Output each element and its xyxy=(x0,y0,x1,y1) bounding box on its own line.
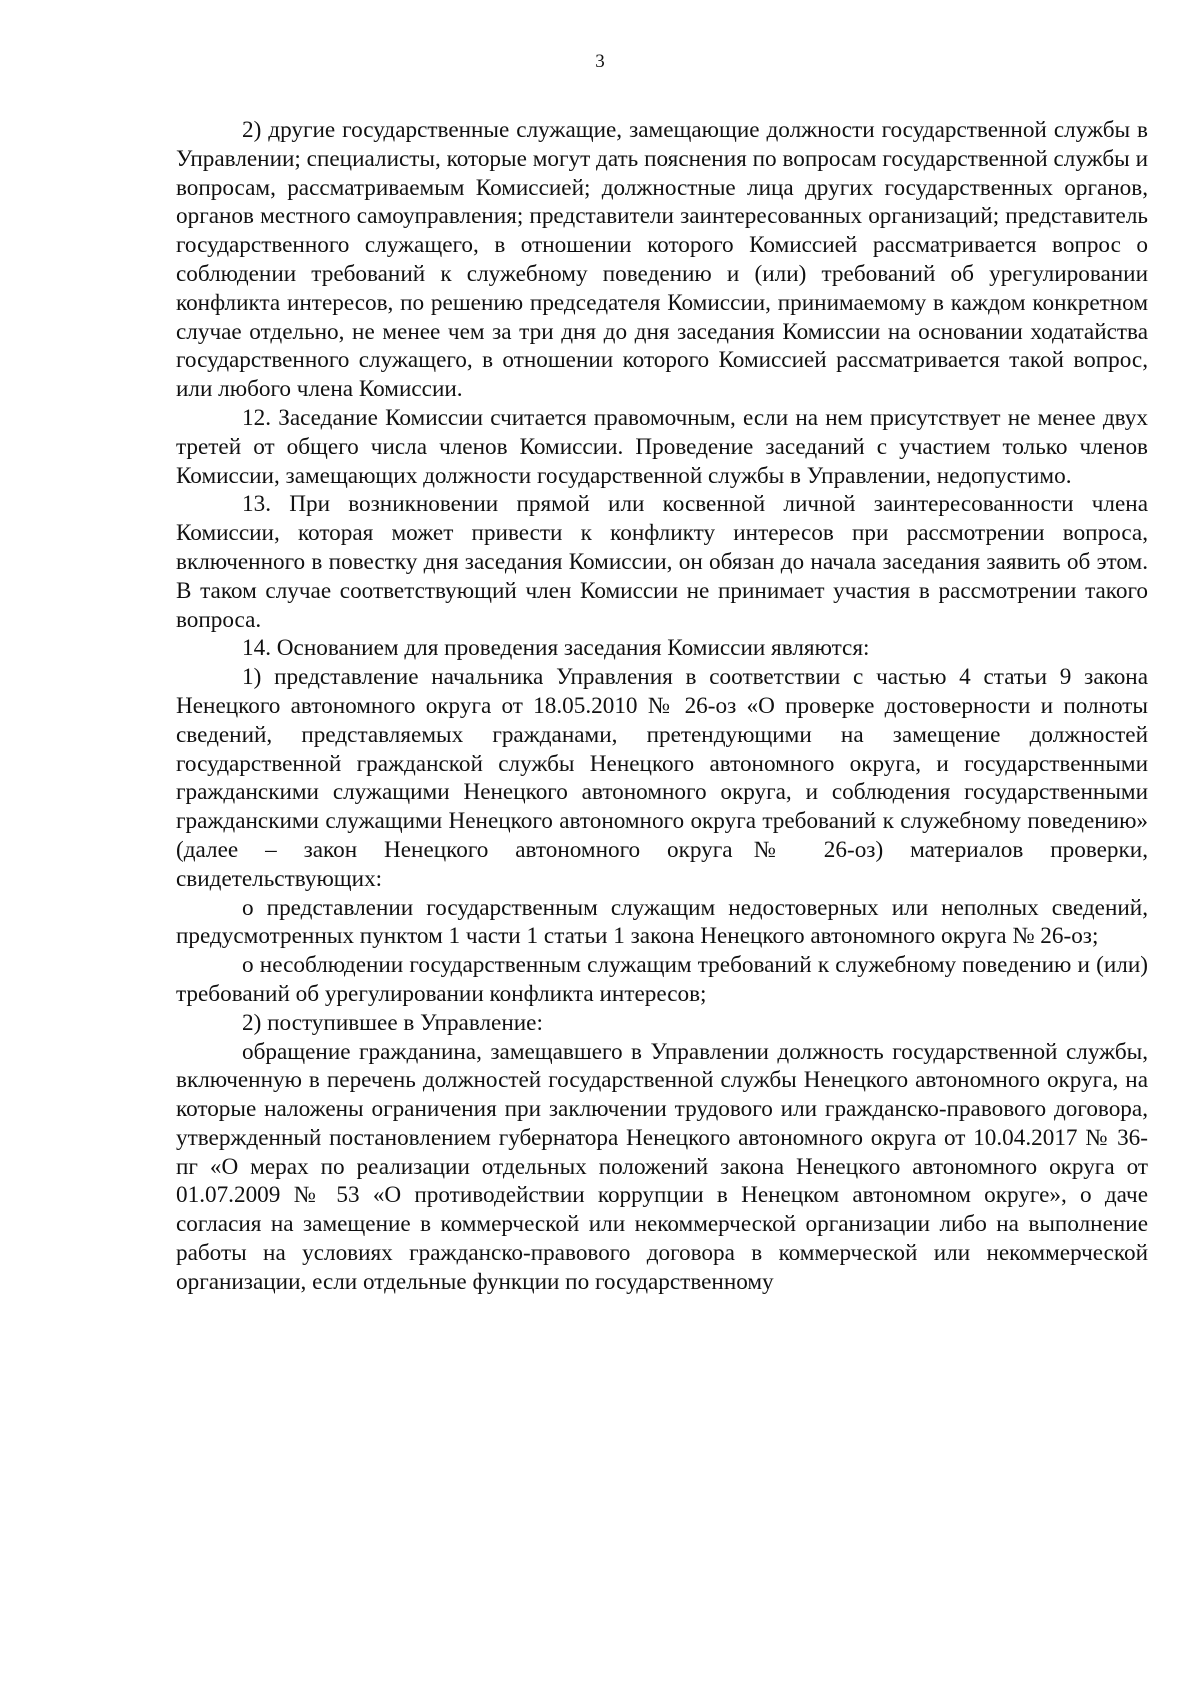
paragraph-item-2-other-participants: 2) другие государственные служащие, замещающие должности государственной службы в Управлении; специалисты, которые могут дать пояснения по вопросам государственной службы и вопросам, рассматриваемым Комиссией; должностные лица других государственных органов, органов местного самоуправления; представители заинтересованных организаций; представитель государственного служащего, в отношении которого Комиссией рассматривается вопрос о соблюдении требований к служебному поведению и (или) требований об урегулировании конфликта интересов, по решению председателя Комиссии, принимаемому в каждом конкретном случае отдельно, не менее чем за три дня до дня заседания Комиссии на основании ходатайства государственного служащего, в отношении которого Комиссией рассматривается такой вопрос, или любого члена Комиссии. xyxy=(176,117,1148,403)
paragraph-14-item-1: 1) представление начальника Управления в соответствии с частью 4 статьи 9 закона Ненецкого автономного округа от 18.05.2010 № 26-оз «О проверке достоверности и полноты сведений, представляемых гражданами, претендующими на замещение должностей государственной гражданской службы Ненецкого автономного округа, и государственными гражданскими служащими Ненецкого автономного округа, и соблюдения государственными гражданскими служащими Ненецкого автономного округа требований к служебному поведению» (далее – закон Ненецкого автономного округа№ 26-оз) материалов проверки, свидетельствующих: xyxy=(176,664,1148,892)
paragraph-14-item-2: 2) поступившее в Управление: xyxy=(242,1009,543,1036)
document-body xyxy=(176,116,1148,1297)
paragraph-12-quorum: 12. Заседание Комиссии считается правомочным, если на нем присутствует не менее двух третей от общего числа членов Комиссии. Проведение заседаний с участием только членов Комиссии, замещающих должности государственной службы в Управлении, недопустимо. xyxy=(176,404,1148,489)
paragraph-14-grounds-heading: 14. Основанием для проведения заседания Комиссии являются: xyxy=(242,635,870,662)
paragraph-13-conflict-of-interest: 13. При возникновении прямой или косвенной личной заинтересованности члена Комиссии, которая может привести к конфликту интересов при рассмотрении вопроса, включенного в повестку дня заседания Комиссии, он обязан до начала заседания заявить об этом. В таком случае соответствующий член Комиссии не принимает участия в рассмотрении такого вопроса. xyxy=(176,491,1148,633)
paragraph-14-item-1-sub-a: о представлении государственным служащим недостоверных или неполных сведений, предусмотренных пунктом 1 части 1 статьи 1 закона Ненецкого автономного округа № 26-оз; xyxy=(176,894,1148,950)
paragraph-14-item-2-citizen-appeal: обращение гражданина, замещавшего в Управлении должность государственной службы, включенную в перечень должностей государственной службы Ненецкого автономного округа, на которые наложены ограничения при заключении трудового или гражданско-правового договора, утвержденный постановлением губернатора Ненецкого автономного округа от 10.04.2017 № 36-пг «О мерах по реализации отдельных положений закона Ненецкого автономного округа от 01.07.2009 № 53 «О противодействии коррупции в Ненецком автономном округе», о даче согласия на замещение в коммерческой или некоммерческой организации либо на выполнение работы на условиях гражданско-правового договора в коммерческой или некоммерческой организации, если отдельные функции по государственному xyxy=(176,1038,1148,1295)
page-number: 3 xyxy=(595,51,605,72)
paragraph-14-item-1-sub-b: о несоблюдении государственным служащим требований к служебному поведению и (или) требований об урегулировании конфликта интересов; xyxy=(176,952,1148,1007)
